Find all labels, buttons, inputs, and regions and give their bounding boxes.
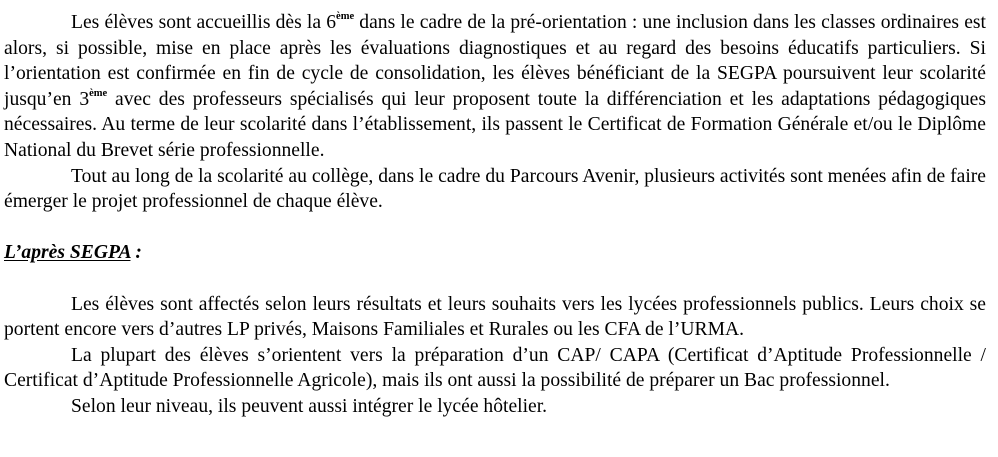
document-page xyxy=(4,10,986,420)
spacer xyxy=(4,266,986,292)
section-heading-text: L’après SEGPA xyxy=(4,242,131,264)
section-heading-apres-segpa xyxy=(4,240,986,266)
paragraph-segpa-intro xyxy=(4,10,986,164)
paragraph-parcours-avenir: Tout au long de la scolarité au collège, dans le cadre du Parcours Avenir, plusieurs activités sont menées afin de faire émerger le projet professionnel de chaque élève. xyxy=(4,165,986,213)
paragraph-affectation: Les élèves sont affectés selon leurs résultats et leurs souhaits vers les lycées professionnels publics. Leurs choix se portent encore vers d’autres LP privés, Maisons Familiales et Rurales ou les CFA de l’URMA. xyxy=(4,293,986,341)
paragraph-lycee-hotelier: Selon leur niveau, ils peuvent aussi intégrer le lycée hôtelier. xyxy=(71,395,548,417)
superscript-eme-2: ème xyxy=(89,87,108,99)
section-heading-colon: : xyxy=(130,242,142,264)
paragraph-segpa-intro-part3: avec des professeurs spécialisés qui leur proposent toute la différenciation et les adaptations pédagogiques nécessaires. Au terme de leur scolarité dans l’établissement, ils passent le Certificat de Formation Générale et/ou le Diplôme National du Brevet série professionnelle. xyxy=(4,88,986,161)
superscript-eme-1: ème xyxy=(336,11,355,22)
paragraph-segpa-intro-part2: dans le cadre de la pré-orientation : une inclusion dans les classes ordinaires est alors, si possible, mise en place après les évaluations diagnostiques et au regard des besoins éducatifs particuliers. Si l’orientation est confirmée en fin de cycle de consolidation, les élèves bénéficiant de la SEGPA poursuivent leur scolarité jusqu’en 3 xyxy=(4,12,986,110)
paragraph-cap-capa: La plupart des élèves s’orientent vers la préparation d’un CAP/ CAPA (Certificat d’Aptitude Professionnelle / Certificat d’Aptitude Professionnelle Agricole), mais ils ont aussi la possibilité de préparer un Bac professionnel. xyxy=(4,344,986,392)
paragraph-segpa-intro-part1: Les élèves sont accueillis dès la 6 xyxy=(71,12,337,33)
spacer xyxy=(4,215,986,241)
